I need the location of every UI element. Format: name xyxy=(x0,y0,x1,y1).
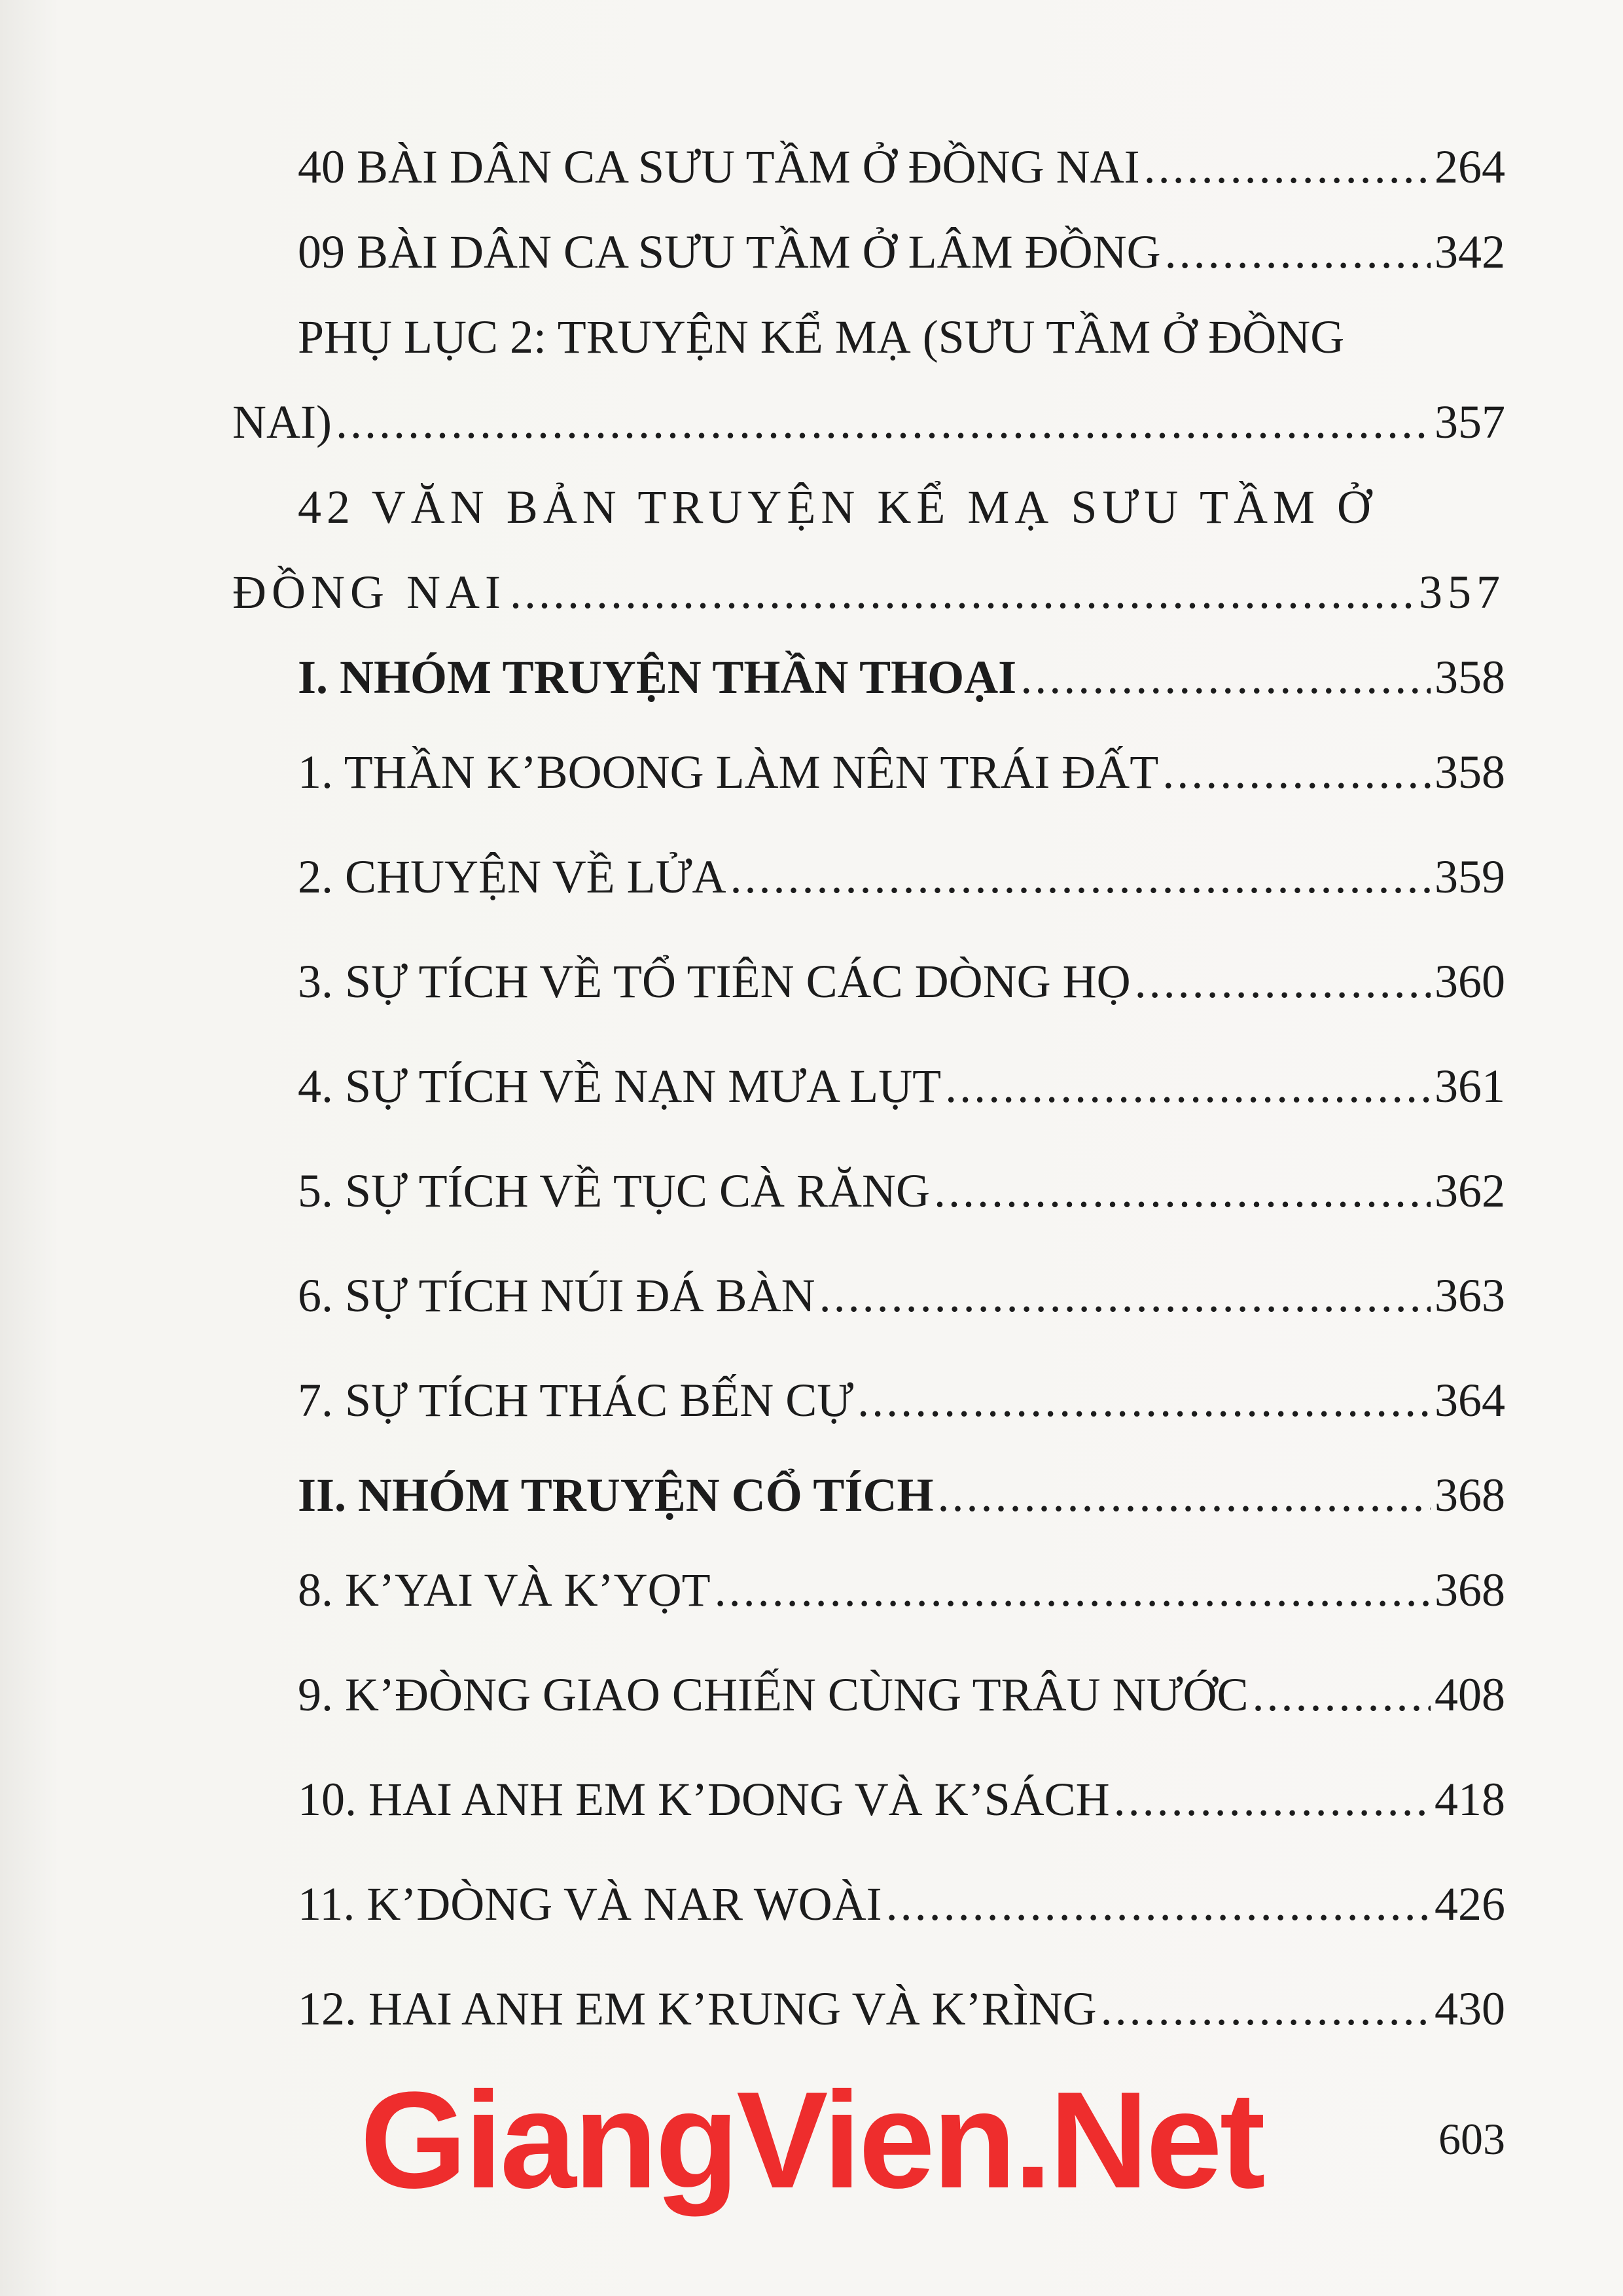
toc-entry-title-line1: 42 VĂN BẢN TRUYỆN KỂ MẠ SƯU TẦM Ở xyxy=(298,481,1376,533)
toc-entry-page: 359 xyxy=(1435,851,1505,903)
dot-leader xyxy=(1165,209,1431,294)
toc-entry-title: 09 BÀI DÂN CA SƯU TẦM Ở LÂM ĐỒNG xyxy=(298,226,1161,278)
toc-entry xyxy=(232,209,1505,294)
toc-entry-title: 4. SỰ TÍCH VỀ NẠN MƯA LỤT xyxy=(298,1060,942,1112)
toc-entry-title: 5. SỰ TÍCH VỀ TỤC CÀ RĂNG xyxy=(298,1165,930,1217)
dot-leader xyxy=(1135,929,1431,1034)
dot-leader xyxy=(336,380,1431,465)
toc-entry xyxy=(232,1034,1505,1139)
dot-leader xyxy=(1114,1747,1431,1852)
toc-entry-page: 363 xyxy=(1435,1269,1505,1322)
toc-entry-title: 10. HAI ANH EM K’DONG VÀ K’SÁCH xyxy=(298,1773,1110,1826)
toc-entry-page: 368 xyxy=(1435,1469,1505,1521)
toc-entry xyxy=(232,1243,1505,1348)
toc-entry-page: 408 xyxy=(1435,1669,1505,1721)
dot-leader xyxy=(937,1453,1431,1538)
toc-section-heading xyxy=(232,635,1505,720)
dot-leader xyxy=(715,1538,1431,1642)
toc-entry xyxy=(232,124,1505,209)
toc-entry-page: 364 xyxy=(1435,1374,1505,1426)
toc-entry-page: 358 xyxy=(1435,651,1505,703)
dot-leader xyxy=(934,1139,1431,1243)
dot-leader xyxy=(1144,124,1431,209)
toc-entry xyxy=(232,1348,1505,1453)
toc-entry-page: 357 xyxy=(1419,566,1505,618)
dot-leader xyxy=(1252,1642,1431,1747)
toc-entry xyxy=(232,1852,1505,1956)
toc-entry xyxy=(232,929,1505,1034)
dot-leader xyxy=(510,550,1415,635)
toc-entry-page: 418 xyxy=(1435,1773,1505,1826)
toc-entry xyxy=(232,1956,1505,2061)
toc-entry-page: 368 xyxy=(1435,1564,1505,1616)
dot-leader xyxy=(1020,635,1431,720)
toc-entry-page: 426 xyxy=(1435,1878,1505,1930)
toc-entry-title: 9. K’ĐÒNG GIAO CHIẾN CÙNG TRÂU NƯỚC xyxy=(298,1669,1249,1721)
dot-leader xyxy=(1162,720,1431,824)
toc-entry-title: 12. HAI ANH EM K’RUNG VÀ K’RÌNG xyxy=(298,1983,1097,2035)
toc-entry xyxy=(232,1747,1505,1852)
toc-entry-title: 7. SỰ TÍCH THÁC BẾN CỰ xyxy=(298,1374,854,1426)
toc-entry xyxy=(232,1642,1505,1747)
toc-entry-title-line2: NAI) xyxy=(232,396,332,448)
toc-entry-title-line2: ĐỒNG NAI xyxy=(232,566,506,618)
toc-entry-page: 362 xyxy=(1435,1165,1505,1217)
toc-entry-title: 11. K’DÒNG VÀ NAR WOÀI xyxy=(298,1878,882,1930)
toc-entry-title: 40 BÀI DÂN CA SƯU TẦM Ở ĐỒNG NAI xyxy=(298,141,1140,193)
toc-section-heading xyxy=(232,1453,1505,1538)
watermark-logo: GiangVien.Net xyxy=(360,2063,1263,2217)
toc-entry-page: 357 xyxy=(1435,396,1505,448)
toc-entry xyxy=(232,1538,1505,1642)
toc-entry xyxy=(232,380,1505,465)
page-number: 603 xyxy=(1438,2114,1505,2164)
toc-entry-page: 264 xyxy=(1435,141,1505,193)
toc-entry-title: I. NHÓM TRUYỆN THẦN THOẠI xyxy=(298,651,1017,703)
toc-entry-page: 342 xyxy=(1435,226,1505,278)
dot-leader xyxy=(945,1034,1431,1139)
toc-entry-page: 430 xyxy=(1435,1983,1505,2035)
dot-leader xyxy=(886,1852,1431,1956)
toc-entry xyxy=(232,550,1505,635)
toc-entry-title: 6. SỰ TÍCH NÚI ĐÁ BÀN xyxy=(298,1269,815,1322)
dot-leader xyxy=(730,824,1431,929)
toc-entry-page: 360 xyxy=(1435,955,1505,1008)
toc-entry xyxy=(232,824,1505,929)
toc-entry-title: 8. K’YAI VÀ K’YỌT xyxy=(298,1564,711,1616)
table-of-contents xyxy=(232,124,1505,2061)
toc-entry-title: 1. THẦN K’BOONG LÀM NÊN TRÁI ĐẤT xyxy=(298,746,1159,798)
dot-leader xyxy=(819,1243,1431,1348)
toc-entry-title: 3. SỰ TÍCH VỀ TỔ TIÊN CÁC DÒNG HỌ xyxy=(298,955,1131,1008)
toc-entry-title: 2. CHUYỆN VỀ LỬA xyxy=(298,851,726,903)
toc-entry xyxy=(232,720,1505,824)
toc-entry-page: 361 xyxy=(1435,1060,1505,1112)
toc-entry-page: 358 xyxy=(1435,746,1505,798)
dot-leader xyxy=(1101,1956,1431,2061)
toc-entry-title: II. NHÓM TRUYỆN CỔ TÍCH xyxy=(298,1469,934,1521)
toc-entry xyxy=(232,1139,1505,1243)
dot-leader xyxy=(857,1348,1431,1453)
toc-entry-title-line1: PHỤ LỤC 2: TRUYỆN KỂ MẠ (SƯU TẦM Ở ĐỒNG xyxy=(298,311,1345,363)
